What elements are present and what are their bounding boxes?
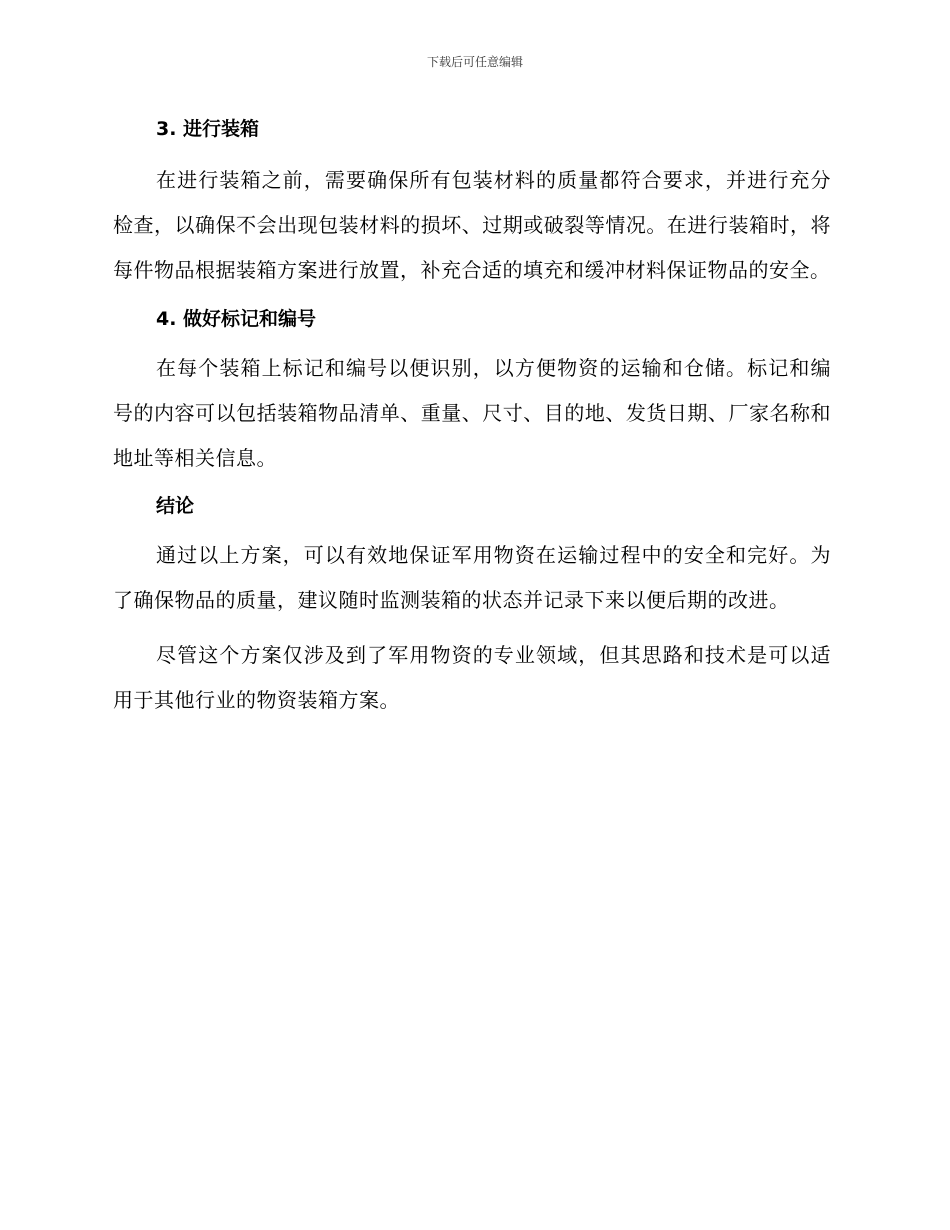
page-header: 下载后可任意编辑: [426, 55, 523, 69]
paragraph-conclusion-1: 通过以上方案，可以有效地保证军用物资在运输过程中的安全和完好。为了确保物品的质量，建议随时监测装箱的状态并记录下来以便后期的改进。: [113, 543, 831, 612]
section-heading-conclusion: 结论: [156, 495, 195, 517]
document-body: [113, 114, 831, 723]
section-heading-packing: 3. 进行装箱: [156, 118, 260, 140]
paragraph-packing: 在进行装箱之前，需要确保所有包装材料的质量都符合要求，并进行充分检查，以确保不会出现包装材料的损坏、过期或破裂等情况。在进行装箱时，将每件物品根据装箱方案进行放置，补充合适的填充和缓冲材料保证物品的安全。: [113, 168, 831, 282]
paragraph-labeling: 在每个装箱上标记和编号以便识别，以方便物资的运输和仓储。标记和编号的内容可以包括装箱物品清单、重量、尺寸、目的地、发货日期、厂家名称和地址等相关信息。: [113, 356, 831, 470]
section-heading-labeling: 4. 做好标记和编号: [156, 308, 317, 330]
paragraph-conclusion-2: 尽管这个方案仅涉及到了军用物资的专业领域，但其思路和技术是可以适用于其他行业的物资装箱方案。: [113, 643, 831, 712]
